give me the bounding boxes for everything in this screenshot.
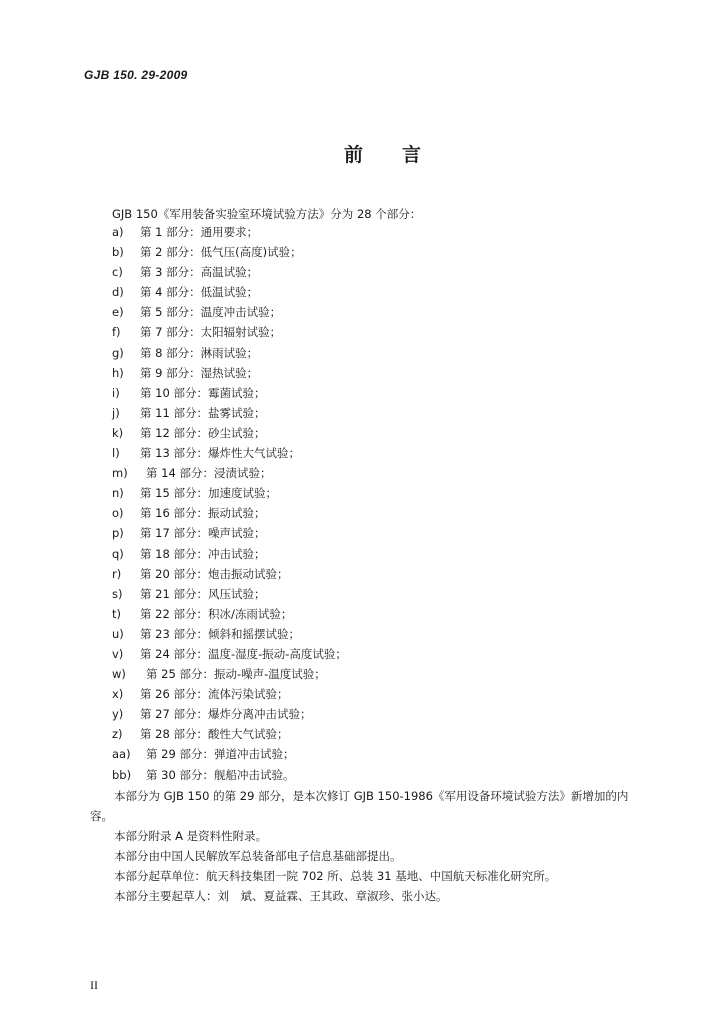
list-item <box>112 664 347 684</box>
list-item <box>112 443 347 463</box>
list-item-text: 第 20 部分：炮击振动试验； <box>140 566 289 581</box>
list-item <box>112 322 347 342</box>
list-item <box>112 363 347 383</box>
list-item-mark: bb) <box>112 767 132 782</box>
list-item-text: 第 7 部分：太阳辐射试验； <box>140 325 282 340</box>
list-item-text: 第 30 部分：舰船冲击试验。 <box>146 767 295 782</box>
list-item-mark: z) <box>112 727 123 742</box>
list-item-mark: q) <box>112 546 124 561</box>
list-item <box>112 624 347 644</box>
list-item-text: 第 12 部分：砂尘试验； <box>140 425 266 440</box>
list-item-text: 第 17 部分：噪声试验； <box>140 526 266 541</box>
paragraph-proposer: 本部分由中国人民解放军总装备部电子信息基础部提出。 <box>114 849 402 863</box>
paragraph-drafters: 本部分主要起草人：刘 斌、夏益霖、王其政、章淑珍、张小达。 <box>114 889 448 903</box>
list-item-text: 第 24 部分：温度-湿度-振动-高度试验； <box>140 646 347 661</box>
list-item-mark: u) <box>112 626 124 641</box>
list-item-mark: w) <box>112 667 126 682</box>
list-item-mark: j) <box>112 405 120 420</box>
list-item <box>112 724 347 744</box>
list-item <box>112 704 347 724</box>
list-item-text: 第 5 部分：温度冲击试验； <box>140 305 282 320</box>
list-item-text: 第 11 部分：盐雾试验； <box>140 405 266 420</box>
list-item-mark: t) <box>112 606 121 621</box>
list-item-mark: aa) <box>112 747 131 762</box>
list-item <box>112 564 347 584</box>
list-item <box>112 423 347 443</box>
list-item-text: 第 4 部分：低温试验； <box>140 285 259 300</box>
list-item <box>112 644 347 664</box>
list-item <box>112 523 347 543</box>
list-item-text: 第 15 部分：加速度试验； <box>140 486 277 501</box>
list-item-mark: f) <box>112 325 121 340</box>
list-item <box>112 684 347 704</box>
title-char-1: 前 <box>344 144 364 166</box>
list-item <box>112 463 347 483</box>
list-item <box>112 262 347 282</box>
paragraph-drafting-units: 本部分起草单位：航天科技集团一院 702 所、总装 31 基地、中国航天标准化研究所。 <box>114 869 557 883</box>
list-item-mark: k) <box>112 425 124 440</box>
list-item <box>112 282 347 302</box>
list-item-text: 第 21 部分：风压试验； <box>140 586 266 601</box>
list-item-mark: e) <box>112 305 124 320</box>
list-item-text: 第 27 部分：爆炸分离冲击试验； <box>140 707 312 722</box>
list-item-text: 第 3 部分：高温试验； <box>140 265 259 280</box>
list-item-mark: a) <box>112 225 124 239</box>
list-item <box>112 242 347 262</box>
list-item-mark: b) <box>112 245 124 260</box>
list-item <box>112 302 347 322</box>
list-item-mark: c) <box>112 265 123 280</box>
list-item-text: 第 1 部分：通用要求； <box>140 225 259 239</box>
list-item-mark: m) <box>112 466 128 481</box>
list-item-mark: g) <box>112 345 124 360</box>
list-item-mark: l) <box>112 446 120 461</box>
list-item-text: 第 26 部分：流体污染试验； <box>140 687 289 702</box>
list-item <box>112 483 347 503</box>
list-item-text: 第 23 部分：倾斜和摇摆试验； <box>140 626 300 641</box>
list-item-mark: r) <box>112 566 122 581</box>
list-item-text: 第 16 部分：振动试验； <box>140 506 266 521</box>
list-item <box>112 584 347 604</box>
title-char-2: 言 <box>402 144 422 166</box>
intro-line: GJB 150《军用装备实验室环境试验方法》分为 28 个部分： <box>112 207 422 221</box>
list-item-text: 第 9 部分：湿热试验； <box>140 365 259 380</box>
paragraph-appendix: 本部分附录 A 是资料性附录。 <box>114 829 268 843</box>
list-item-mark: x) <box>112 687 124 702</box>
list-item-text: 第 2 部分：低气压(高度)试验； <box>140 245 302 260</box>
list-item <box>112 343 347 363</box>
list-item <box>112 222 347 242</box>
list-item-mark: h) <box>112 365 124 380</box>
list-item-mark: p) <box>112 526 124 541</box>
list-item <box>112 544 347 564</box>
list-item-mark: n) <box>112 486 124 501</box>
list-item <box>112 604 347 624</box>
list-item <box>112 503 347 523</box>
list-item-text: 第 14 部分：浸渍试验； <box>146 466 272 481</box>
list-item-text: 第 8 部分：淋雨试验； <box>140 345 259 360</box>
list-item-mark: s) <box>112 586 123 601</box>
list-item <box>112 765 347 785</box>
list-item-text: 第 28 部分：酸性大气试验； <box>140 727 289 742</box>
list-item-text: 第 18 部分：冲击试验； <box>140 546 266 561</box>
standard-code-header: GJB 150. 29-2009 <box>84 68 188 82</box>
list-item <box>112 383 347 403</box>
list-item-text: 第 10 部分：霉菌试验； <box>140 385 266 400</box>
page-number: II <box>90 978 98 992</box>
parts-list <box>112 222 347 785</box>
list-item <box>112 403 347 423</box>
list-item-text: 第 22 部分：积冰/冻雨试验； <box>140 606 293 621</box>
list-item-text: 第 29 部分：弹道冲击试验； <box>146 747 295 762</box>
paragraph-scope: 本部分为 GJB 150 的第 29 部分，是本次修订 GJB 150-1986《军用设备环境试验方法》新增加的内容。 <box>90 789 629 823</box>
list-item-mark: o) <box>112 506 124 521</box>
list-item-mark: i) <box>112 385 120 400</box>
list-item-mark: v) <box>112 646 124 661</box>
list-item <box>112 744 347 764</box>
list-item-mark: y) <box>112 707 124 722</box>
list-item-mark: d) <box>112 285 124 300</box>
list-item-text: 第 25 部分：振动-噪声-温度试验； <box>146 667 326 682</box>
list-item-text: 第 13 部分：爆炸性大气试验； <box>140 446 300 461</box>
